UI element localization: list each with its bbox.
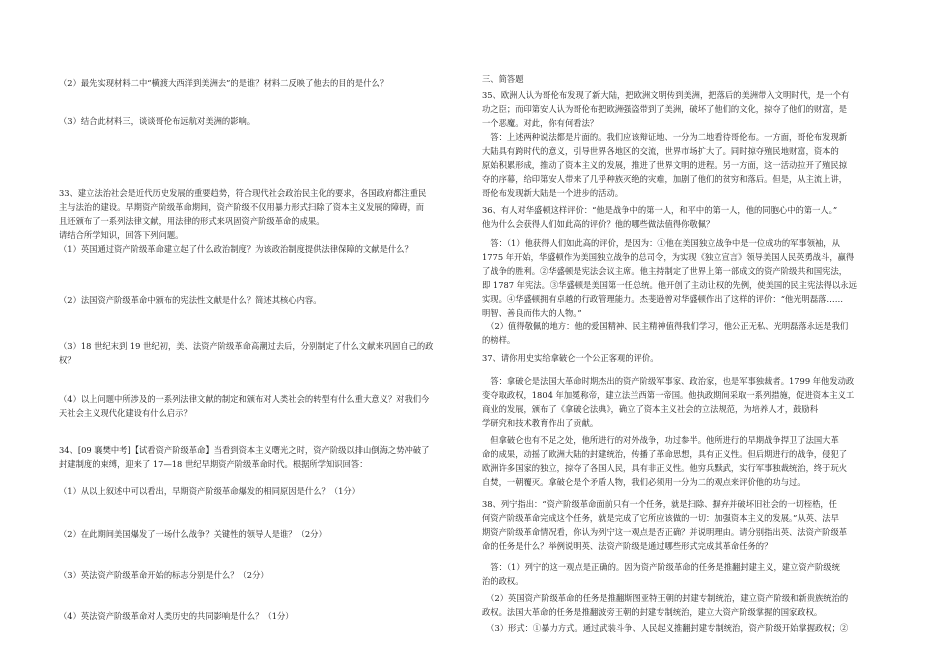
answer-36-2 [482,319,914,347]
section-heading: 三、简答题 [482,74,524,84]
text-line: 欧洲许多国家的独立，掠夺了各国人民，具有非正义性。他穷兵黩武，实行军事独裁统治，终于玩火 [482,463,848,473]
text-line: 且还颁布了一系列法律文献，用法律的形式来巩固资产阶级革命的成果。 [59,216,325,226]
text-line: 权？ [59,355,76,365]
answer-37-2 [482,433,914,489]
text-line: 期资产阶级革命情况看，你认为列宁这一观点是否正确？并说明理由。请分别指出英、法资产阶级革 [482,527,848,537]
text-line: 答：上述两种说法都是片面的。我们应该辩证地、一分为二地看待哥伦布。一方面，哥伦布发现新 [482,132,848,142]
text-line: 治的政权。 [482,576,524,586]
text-line: 即 1787 年宪法。③华盛顿是美国第一任总统。他开创了主动让权的先例，使美国的民主宪法得以永远 [482,280,857,290]
question-33-4 [59,392,441,420]
text-line: 但拿破仑也有不足之处，他所进行的对外战争，功过参半。他所进行的早期战争捍卫了法国大革 [482,435,839,445]
question-34-1: （1）从以上叙述中可以看出，早期资产阶级革命爆发的相同原因是什么？（1分） [59,486,360,496]
question-34-2: （2）在此期间美国爆发了一场什么战争？关键性的领导人是谁？（2分） [59,529,327,539]
text-line: 学研究和技术教育作出了贡献。 [482,418,599,428]
text-line: 夺的序幕，给印第安人带来了几乎种族灭绝的灾难，加剧了他们的贫穷和落后。但是，从主流上讲， [482,174,848,184]
answer-35 [482,130,914,200]
question-38 [482,497,914,553]
text-line: 功之臣；而印第安人认为哥伦布把欧洲强盗带到了美洲，破坏了他们的文化，掠夺了他们的财富，是 [482,104,848,114]
text-line: 38、列宁指出：“资产阶级革命面前只有一个任务，就是扫除、摒弃并破坏旧社会的一切桎梏，任 [482,499,837,509]
text-line: 35、欧洲人认为哥伦布发现了新大陆，把欧洲文明传到美洲，把落后的美洲带入文明时代，是一个有 [482,90,850,100]
text-line: 大陆具有跨时代的意义，引导世界各地区的交流，世界市场扩大了。同时掠夺殖民地财富，资本的 [482,146,839,156]
question-34-intro [59,443,441,471]
text-line: 原始积累形成，推动了资本主义的发展，推进了世界文明的进程。另一方面，这一活动拉开了殖民掠 [482,160,848,170]
text-line: 33、建立法治社会是近代历史发展的重要趋势，符合现代社会政治民主化的要求，各国政府都注重民 [59,188,427,198]
text-line: 自焚，一朝覆灭。拿破仑是个矛盾人物，我们必须用一分为二的观点来评价他的功与过。 [482,477,806,487]
question-33-3 [59,339,441,367]
text-line: （3）18 世纪末到 19 世纪初，美、法资产阶级革命高潮过去后，分别制定了什么文献来巩固自己的政 [59,341,434,351]
answer-38-2 [482,591,914,619]
text-line: 何资产阶级革命完成这个任务，就是完成了它所应该做的一切：加强资本主义的发展。”从英、法早 [482,513,839,523]
text-line: 的榜样。 [482,335,516,345]
text-line: 哥伦布发现新大陆是一个进步的活动。 [482,188,624,198]
text-line: 答：（1）列宁的这一观点是正确的。因为资产阶级革命的任务是推翻封建主义，建立资产阶级统 [482,562,840,572]
question-33-2: （2）法国资产阶级革命中颁布的宪法性文献是什么？简述其核心内容。 [59,295,322,305]
answer-36-1 [482,236,914,320]
text-line: 36、有人对华盛顿这样评价：“他是战争中的第一人，和平中的第一人，他的同胞心中的第一人。” [482,205,838,215]
text-line: 实现。④华盛顿拥有卓越的行政管理能力。杰斐逊曾对华盛顿作出了这样的评价：“他光明磊落…… [482,294,844,304]
text-line: 政权。法国大革命的任务是推翻波旁王朝的封建专制统治，建立大资产阶级掌握的国家政权。 [482,607,823,617]
text-line: 一个恶魔。对此，你有何看法？ [482,118,599,128]
answer-38-3: （3）形式：①暴力方式。通过武装斗争、人民起义推翻封建专制统治，资产阶级开始掌握政权；② [482,623,849,633]
text-line: 变夺取政权，1804 年加冕称帝，建立法兰西第一帝国。他执政期间采取一系列措施，促进资本主义工 [482,390,855,400]
answer-37-1 [482,374,914,430]
question-32-3: （3）结合此材料三，谈谈哥伦布远航对美洲的影响。 [59,116,256,126]
answer-38-1 [482,560,914,588]
text-line: 1775 年开始，华盛顿作为美国独立战争的总司令，为实现《独立宣言》领导美国人民英勇战斗，赢得 [482,252,855,262]
text-line: 34、[09 襄樊中考]【试看资产阶级革命】当看到资本主义曙光之时，资产阶级以排山倒海之势冲破了 [59,445,430,455]
text-line: 天社会主义现代化建设有什么启示？ [59,408,192,418]
question-32-2: （2）最先实现材料二中“横渡大西洋到美洲去”的是谁？材料二反映了他去的目的是什么？ [59,78,389,88]
text-line: 商业的发展，颁布了《拿破仑法典》，确立了资本主义社会的立法规范，为培养人才，鼓励科 [482,404,819,414]
text-line: 明智、善良而伟大的人物。” [482,308,582,318]
text-line: 命的成果，动摇了欧洲大陆的封建统治，传播了革命思想，具有正义性。但后期进行的战争，侵犯了 [482,449,848,459]
text-line: 主与法治的建设。早期资产阶级革命期间，资产阶级不仅用暴力形式扫除了资本主义发展的障碍，而 [59,202,425,212]
question-34-3: （3）英法资产阶级革命开始的标志分别是什么？（2分） [59,570,269,580]
text-line: 答：（1）他获得人们如此高的评价，是因为：①他在美国独立战争中是一位成功的军事领袖，从 [482,238,840,248]
question-35 [482,88,914,130]
text-line: 请结合所学知识，回答下列问题。 [59,230,184,240]
text-line: （2）英国资产阶级革命的任务是推翻斯图亚特王朝的封建专制统治，建立资产阶级和新贵族统治的 [482,593,849,603]
question-33-1: （1）英国通过资产阶级革命建立起了什么政治制度？为该政治制度提供法律保障的文献是什么？ [59,244,413,254]
text-line: 他为什么会获得人们如此高的评价？他的哪些做法值得你敬佩？ [482,219,715,229]
question-34-4: （4）英法资产阶级革命对人类历史的共同影响是什么？（1分） [59,611,294,621]
text-line: （2）值得敬佩的地方：他的爱国精神、民主精神值得我们学习，他公正无私、光明磊落永远是我们 [482,321,849,331]
text-line: （4）以上问题中所涉及的一系列法律文献的制定和颁布对人类社会的转型有什么重大意义？对我们今 [59,394,430,404]
question-33-intro [59,186,441,242]
question-36 [482,203,914,231]
text-line: 封建制度的束缚，迎来了 17—18 世纪早期资产阶级革命时代。根据所学知识回答： [59,459,368,469]
text-line: 命的任务是什么？举例说明英、法资产阶级是通过哪些形式完成其革命任务的？ [482,541,773,551]
question-37: 37、请你用史实给拿破仑一个公正客观的评价。 [482,353,659,363]
text-line: 了战争的胜利。②华盛顿是宪法会议主席。他主持制定了世界上第一部成文的资产阶级共和国宪法， [482,266,848,276]
text-line: 答：拿破仑是法国大革命时期杰出的资产阶级军事家、政治家，也是军事独裁者。1799 年他发动政 [482,376,855,386]
